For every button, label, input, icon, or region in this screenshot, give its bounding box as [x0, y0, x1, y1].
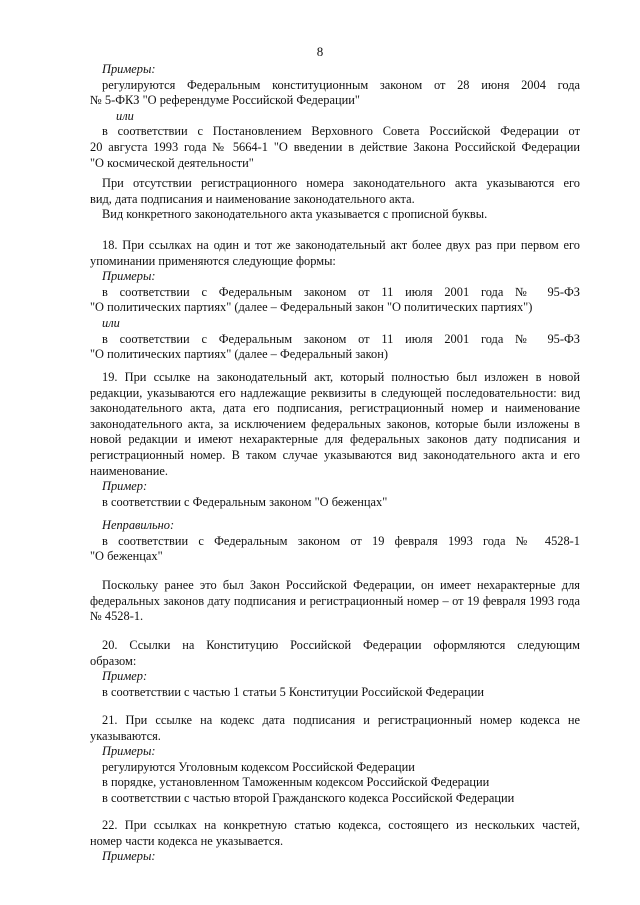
text-line: Примеры: — [102, 62, 156, 76]
text-line: федеральных законов дату подписания и регистрационный номер – от 19 февраля 1993 года — [90, 593, 580, 608]
text-line: номер части кодекса не указывается. — [90, 833, 284, 848]
text-line: законодательного акта, за исключением федеральных законов, которые были изложены в — [90, 416, 580, 431]
text-line: образом: — [90, 653, 137, 668]
text-line: "О политических партиях" (далее – Федеральный закон) — [90, 347, 388, 362]
text-line: законодательного акта, дата его подписания, регистрационный номер и наименование — [90, 401, 580, 416]
paragraph-block — [90, 578, 580, 625]
text-line: № 5-ФКЗ "О референдуме Российской Федерации" — [90, 93, 360, 108]
text-line: или — [116, 108, 134, 123]
paragraph-block — [90, 176, 580, 223]
text-line: в соответствии с частью 1 статьи 5 Конституции Российской Федерации — [102, 684, 485, 699]
paragraph-block — [90, 238, 580, 363]
text-line: 20 августа 1993 года № 5664-1 "О введении в действие Закона Российской Федерации — [90, 139, 580, 154]
text-line: или — [102, 315, 120, 330]
text-line: № 4528-1. — [90, 609, 144, 624]
text-line: упоминании применяются следующие формы: — [90, 253, 336, 268]
text-line: Неправильно: — [102, 518, 175, 532]
text-line: редакции, указываются его надлежащие реквизиты в следующей последовательности: вид — [90, 385, 580, 400]
text-line: Примеры: — [102, 269, 156, 284]
paragraph-block — [90, 62, 580, 171]
text-line: вид, дата подписания и наименование законодательного акта. — [90, 191, 415, 206]
paragraph-block — [90, 370, 580, 510]
text-line: новой редакции и имеют нехарактерные для федеральных законов дату подписания и — [90, 432, 580, 447]
paragraph-block — [90, 818, 580, 865]
text-line: в соответствии с Федеральным законом от 19 февраля 1993 года № 4528-1 — [102, 533, 580, 548]
text-line: наименование. — [90, 463, 168, 478]
text-line: регулируются Уголовным кодексом Российской Федерации — [102, 759, 415, 774]
text-line: в соответствии с Федеральным законом "О беженцах" — [102, 494, 388, 509]
text-line: в соответствии с Федеральным законом от 11 июля 2001 года № 95-ФЗ — [102, 331, 580, 346]
text-line: При отсутствии регистрационного номера законодательного акта указываются его — [102, 176, 580, 190]
paragraph-block — [90, 518, 580, 565]
text-line: указываются. — [90, 728, 161, 743]
text-line: Поскольку ранее это был Закон Российской Федерации, он имеет нехарактерные для — [102, 578, 580, 592]
text-line: "О политических партиях" (далее – Федеральный закон "О политических партиях") — [90, 300, 533, 315]
text-line: "О беженцах" — [90, 549, 163, 564]
text-line: 21. При ссылке на кодекс дата подписания и регистрационный номер кодекса не — [102, 713, 580, 727]
text-line: регулируются Федеральным конституционным законом от 28 июня 2004 года — [102, 77, 580, 92]
text-line: в порядке, установленном Таможенным кодексом Российской Федерации — [102, 775, 490, 790]
paragraph-block — [90, 638, 580, 700]
text-line: "О космической деятельности" — [90, 155, 254, 170]
paragraph-block — [90, 713, 580, 807]
text-line: 18. При ссылках на один и тот же законодательный акт более двух раз при первом его — [102, 238, 580, 252]
text-line: в соответствии с частью второй Гражданского кодекса Российской Федерации — [102, 790, 515, 805]
text-line: в соответствии с Федеральным законом от 11 июля 2001 года № 95-ФЗ — [102, 284, 580, 299]
text-line: Пример: — [102, 479, 148, 494]
page-number: 8 — [316, 44, 324, 59]
text-line: Вид конкретного законодательного акта указывается с прописной буквы. — [102, 207, 488, 222]
text-line: Примеры: — [102, 849, 156, 864]
text-line: 19. При ссылке на законодательный акт, который полностью был изложен в новой — [102, 370, 580, 384]
text-line: Примеры: — [102, 744, 156, 759]
text-line: в соответствии с Постановлением Верховного Совета Российской Федерации от — [102, 124, 580, 139]
text-line: 22. При ссылках на конкретную статью кодекса, состоящего из нескольких частей, — [102, 818, 580, 832]
text-line: 20. Ссылки на Конституцию Российской Федерации оформляются следующим — [102, 638, 580, 652]
text-line: Пример: — [102, 669, 148, 684]
text-line: регистрационный номер. В таком случае указываются вид законодательного акта и его — [90, 447, 580, 462]
